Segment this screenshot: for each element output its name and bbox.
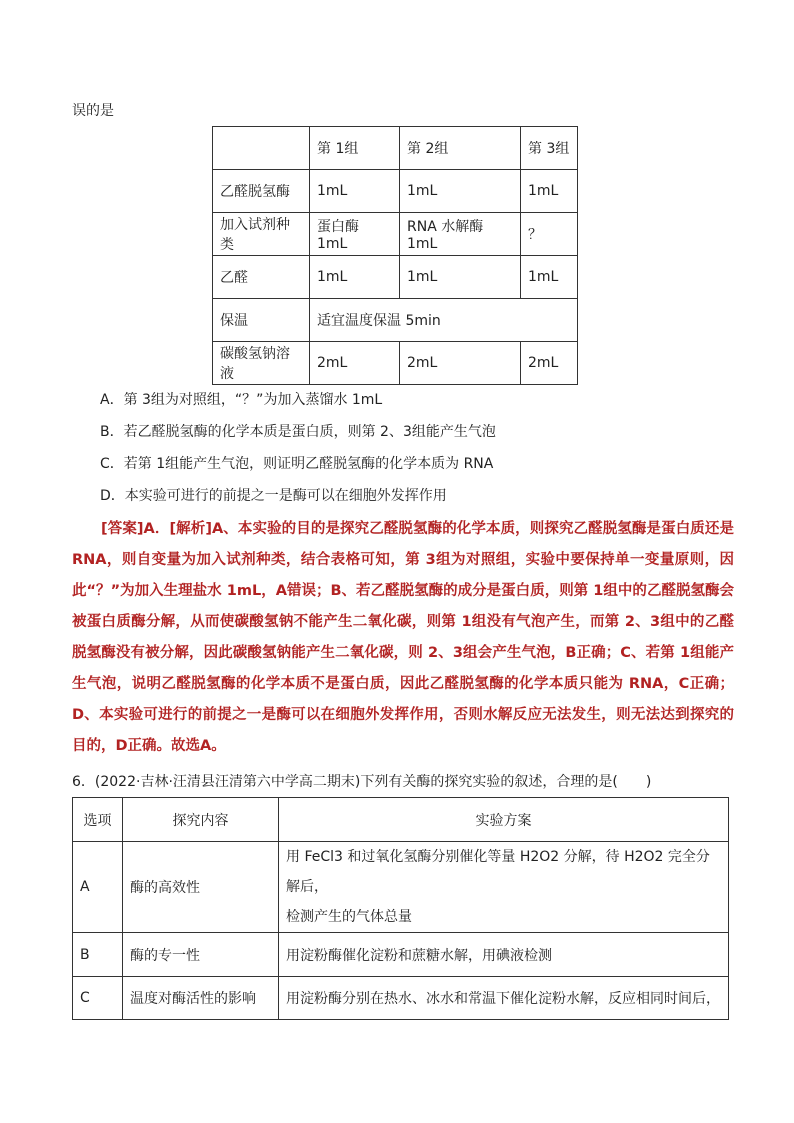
option-cell: B: [73, 933, 123, 977]
table-header-cell: 探究内容: [123, 798, 279, 842]
table-cell: 1mL: [400, 256, 521, 299]
table-cell: 2mL: [521, 342, 578, 385]
table-cell: 1mL: [400, 170, 521, 213]
table-row: [213, 170, 578, 213]
plan-line: 检测产生的气体总量: [286, 909, 412, 925]
table-row: [73, 977, 729, 1020]
option-b: B．若乙醛脱氢酶的化学本质是蛋白质，则第 2、3组能产生气泡: [100, 424, 496, 440]
table-header-row: [213, 127, 578, 170]
option-a: A．第 3组为对照组，“？”为加入蒸馏水 1mL: [100, 392, 383, 408]
table-cell: 1mL: [521, 256, 578, 299]
experiment-table: [212, 126, 578, 385]
row-label: 保温: [213, 299, 310, 342]
enzyme-experiment-table: [72, 797, 729, 1020]
table-row: [73, 933, 729, 977]
table-row: [213, 213, 578, 256]
table-cell: 1mL: [310, 256, 400, 299]
plan-cell: [279, 842, 729, 933]
table-cell: ？: [521, 213, 578, 256]
content-cell: 温度对酶活性的影响: [123, 977, 279, 1020]
plan-line: 用 FeCl3 和过氧化氢酶分别催化等量 H2O2 分解，待 H2O2 完全分解后，: [286, 849, 710, 895]
merged-cell: 适宜温度保温 5min: [310, 299, 578, 342]
content-cell: 酶的高效性: [123, 842, 279, 933]
option-cell: C: [73, 977, 123, 1020]
table-cell: 1mL: [310, 170, 400, 213]
answer-text: [答案]A．[解析]A、本实验的目的是探究乙醛脱氢酶的化学本质，则探究乙醛脱氢酶是蛋白质还是RNA，则自变量为加入试剂种类，结合表格可知，第 3组为对照组，实验中要保持单一变量原则，因此“？”为加入生理盐水 1mL，A错误；B、若乙醛脱氢酶的成分是蛋白质，则第 1组中的乙醛脱氢酶会被蛋白质酶分解，从而使碳酸氢钠不能产生二氧化碳，则第 1组没有气泡产生，而第 2、3组中的乙醛脱氢酶没有被分解，因此碳酸氢钠能产生二氧化碳，则 2、3组会产生气泡，B正确；C、若第 1组能产生气泡，说明乙醛脱氢酶的化学本质不是蛋白质，因此乙醛脱氢酶的化学本质只能为 RNA，C正确；D、本实验可进行的前提之一是酶可以在细胞外发挥作用，否则水解反应无法发生，则无法达到探究的目的，D正确。故选A。: [72, 521, 734, 754]
table-row: [73, 842, 729, 933]
row-label: 乙醛脱氢酶: [213, 170, 310, 213]
answer-explanation: [72, 514, 734, 762]
table-header-cell: 第 3组: [521, 127, 578, 170]
option-cell: A: [73, 842, 123, 933]
plan-cell: 用淀粉酶分别在热水、冰水和常温下催化淀粉水解，反应相同时间后，: [279, 977, 729, 1020]
table-header-row: [73, 798, 729, 842]
table-cell: RNA 水解酶 1mL: [400, 213, 521, 256]
table-header-cell: 第 2组: [400, 127, 521, 170]
option-c: C．若第 1组能产生气泡，则证明乙醛脱氢酶的化学本质为 RNA: [100, 456, 494, 472]
table-header-cell: [213, 127, 310, 170]
table-header-cell: 实验方案: [279, 798, 729, 842]
table-cell: 2mL: [400, 342, 521, 385]
row-label: 加入试剂种类: [213, 213, 310, 256]
table-header-cell: 第 1组: [310, 127, 400, 170]
intro-tail: 误的是: [72, 103, 114, 119]
option-d: D．本实验可进行的前提之一是酶可以在细胞外发挥作用: [100, 488, 447, 504]
table-cell: 蛋白酶 1mL: [310, 213, 400, 256]
content-cell: 酶的专一性: [123, 933, 279, 977]
table-row: [213, 342, 578, 385]
table-cell: 1mL: [521, 170, 578, 213]
table-header-cell: 选项: [73, 798, 123, 842]
table-row: [213, 299, 578, 342]
plan-cell: 用淀粉酶催化淀粉和蔗糖水解，用碘液检测: [279, 933, 729, 977]
row-label: 乙醛: [213, 256, 310, 299]
question-6: 6．(2022·吉林·汪清县汪清第六中学高二期末)下列有关酶的探究实验的叙述，合理的是( ): [72, 774, 652, 790]
table-row: [213, 256, 578, 299]
row-label: 碳酸氢钠溶液: [213, 342, 310, 385]
table-cell: 2mL: [310, 342, 400, 385]
